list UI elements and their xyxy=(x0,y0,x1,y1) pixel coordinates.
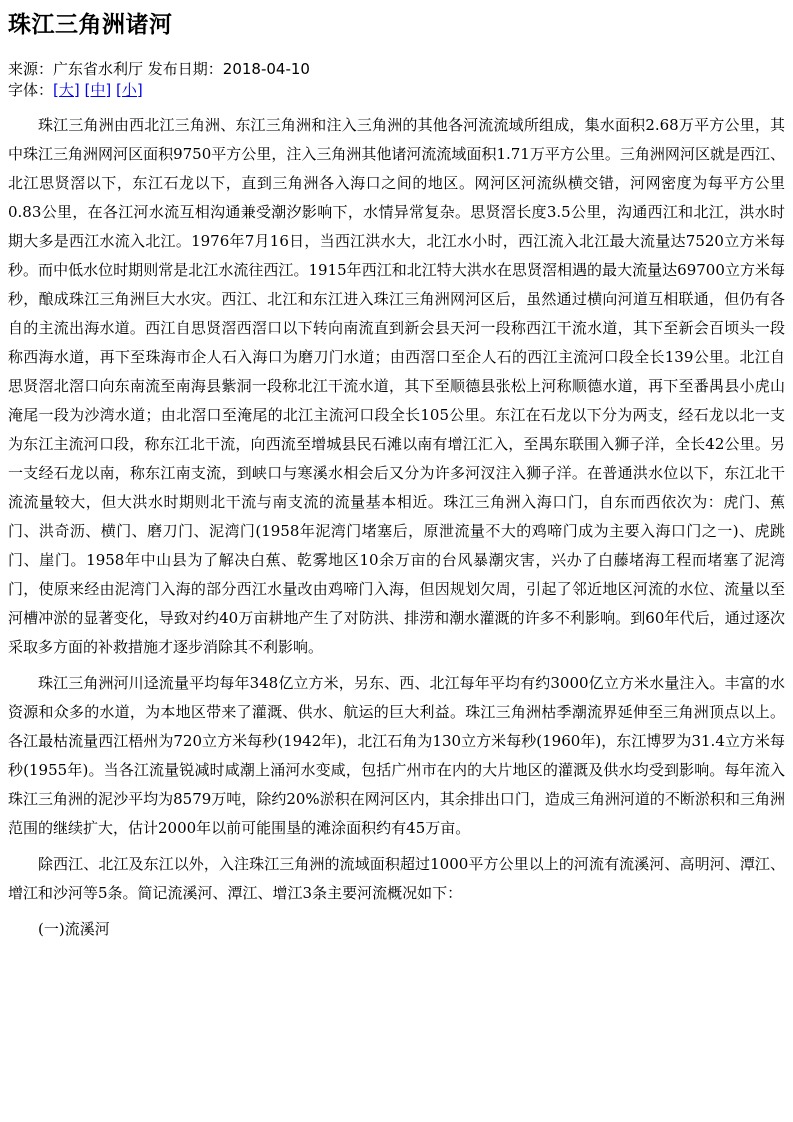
article-body xyxy=(8,111,785,944)
font-size-large-link[interactable]: [大] xyxy=(53,81,80,99)
page-title: 珠江三角洲诸河 xyxy=(8,12,173,38)
paragraph: 珠江三角洲河川迳流量平均每年348亿立方米，另东、西、北江每年平均有约3000亿立方米水量注入。丰富的水资源和众多的水道，为本地区带来了灌溉、供水、航运的巨大利益。珠江三角洲枯季潮流界延伸至三角洲顶点以上。各江最枯流量西江梧州为720立方米每秒(1942年)，北江石角为130立方米每秒(1960年)，东江博罗为31.4立方米每秒(1955年)。当各江流量锐减时咸潮上涌河水变咸，包括广州市在内的大片地区的灌溉及供水均受到影响。每年流入珠江三角洲的泥沙平均为8579万吨，除约20%淤积在网河区内，其余排出口门，造成三角洲河道的不断淤积和三角洲范围的继续扩大，估计2000年以前可能围垦的滩涂面积约有45万亩。 xyxy=(8,674,785,837)
font-size-medium-link[interactable]: [中] xyxy=(84,81,112,99)
font-size-label: 字体： xyxy=(8,81,54,99)
paragraph: 珠江三角洲由西北江三角洲、东江三角洲和注入三角洲的其他各河流流域所组成，集水面积2.68万平方公里，其中珠江三角洲网河区面积9750平方公里，注入三角洲其他诸河流流域面积1.71万平方公里。三角洲网河区就是西江、北江思贤滘以下，东江石龙以下，直到三角洲各入海口之间的地区。网河区河流纵横交错，河网密度为每平方公里0.83公里，在各江河水流互相沟通兼受潮汐影响下，水情异常复杂。思贤滘长度3.5公里，沟通西江和北江，洪水时期大多是西江水流入北江。1976年7月16日，当西江洪水大，北江水小时，西江流入北江最大流量达7520立方米每秒。而中低水位时期则常是北江水流往西江。1915年西江和北江特大洪水在思贤滘相遇的最大流量达69700立方米每秒，酿成珠江三角洲巨大水灾。西江、北江和东江进入珠江三角洲网河区后，虽然通过横向河道互相联通，但仍有各自的主流出海水道。西江自思贤滘西滘口以下转向南流直到新会县天河一段称西江干流水道，其下至新会百顷头一段称西海水道，再下至珠海市企人石入海口为磨刀门水道；由西滘口至企人石的西江主流河口段全长139公里。北江自思贤滘北滘口向东南流至南海县紫洞一段称北江干流水道，其下至顺德县张松上河称顺德水道，再下至番禺县小虎山淹尾一段为沙湾水道；由北滘口至淹尾的北江主流河口段全长105公里。东江在石龙以下分为两支，经石龙以北一支为东江主流河口段，称东江北干流，向西流至增城县民石滩以南有增江汇入，至禺东联围入狮子洋，全长42公里。另一支经石龙以南，称东江南支流，到峡口与寒溪水相会后又分为许多河汊注入狮子洋。在普通洪水位以下，东江北干流流量较大，但大洪水时期则北干流与南支流的流量基本相近。珠江三角洲入海口门，自东而西依次为：虎门、蕉门、洪奇沥、横门、磨刀门、泥湾门(1958年泥湾门堵塞后，原泄流量不大的鸡啼门成为主要入海口门之一)、虎跳门、崖门。1958年中山县为了解决白蕉、乾雾地区10余万亩的台风暴潮灾害，兴办了白藤堵海工程而堵塞了泥湾门，使原来经由泥湾门入海的部分西江水量改由鸡啼门入海，但因规划欠周，引起了邻近地区河流的水位、流量以至河槽冲淤的显著变化，导致对约40万亩耕地产生了对防洪、排涝和潮水灌溉的许多不利影响。到60年代后，通过逐次采取多方面的补救措施才逐步消除其不利影响。 xyxy=(8,116,785,656)
section-subheading: (一)流溪河 xyxy=(38,920,110,938)
paragraph: 除西江、北江及东江以外，入注珠江三角洲的流域面积超过1000平方公里以上的河流有流溪河、高明河、潭江、增江和沙河等5条。简记流溪河、潭江、增江3条主要河流概况如下： xyxy=(8,855,785,902)
source-line: 来源：广东省水利厅 发布日期：2018-04-10 xyxy=(8,60,310,78)
font-size-small-link[interactable]: [小] xyxy=(116,81,143,99)
article-meta xyxy=(8,59,785,101)
font-size-switcher xyxy=(8,80,785,101)
article-page xyxy=(8,0,785,951)
